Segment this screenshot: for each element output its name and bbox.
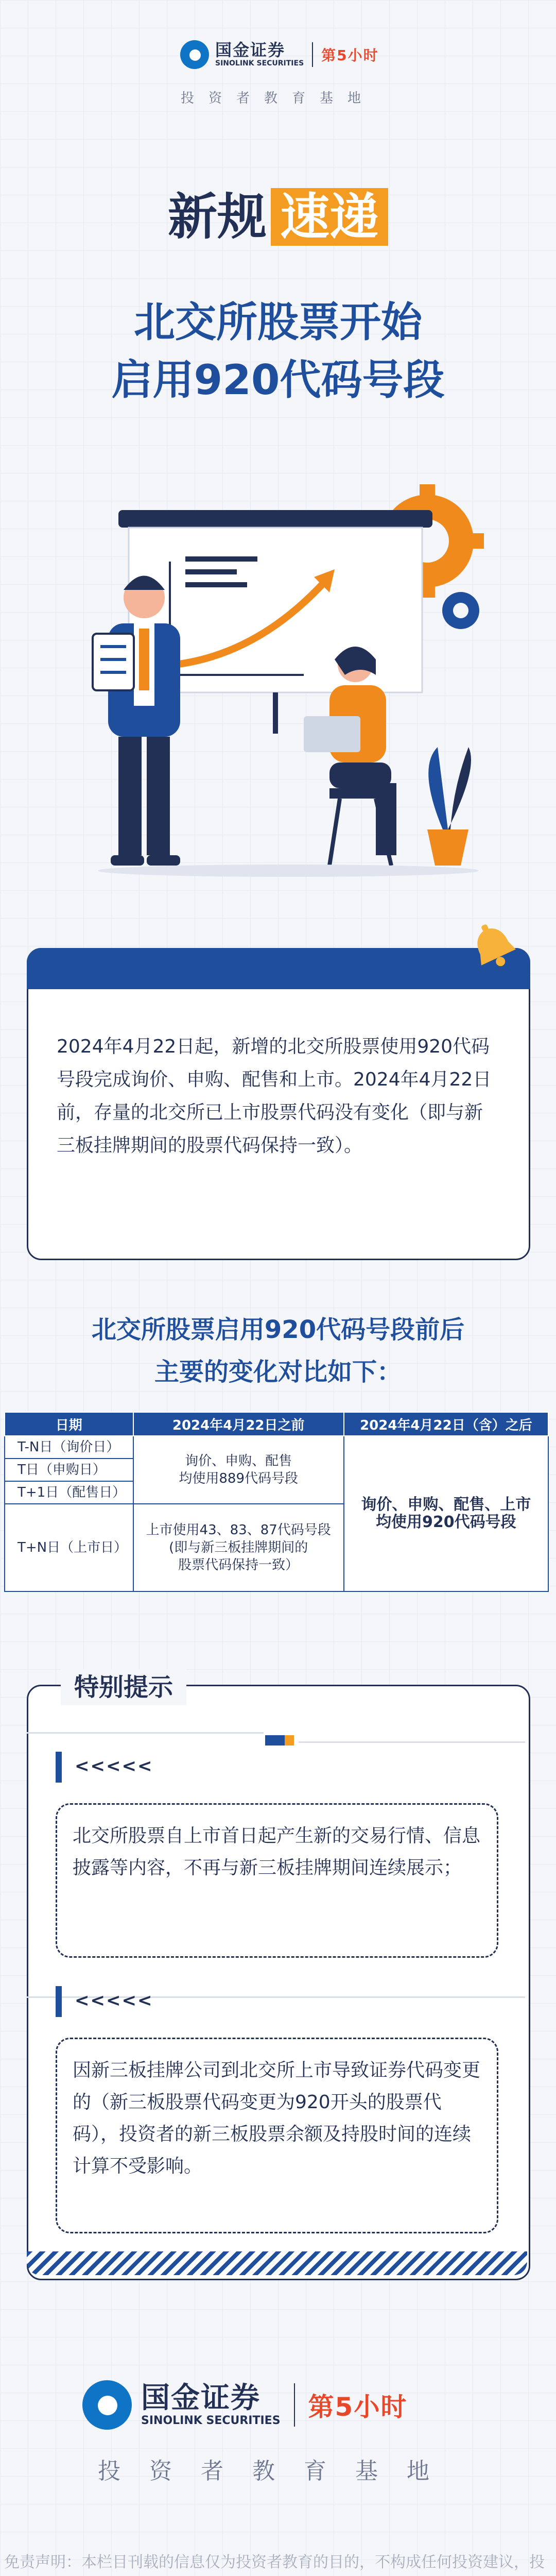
row-label: T+N日（上市日） [5, 1504, 133, 1591]
footer-brand-name: 国金证券 [141, 2381, 260, 2415]
footer-tagline: 投资者教育基地 [98, 2458, 458, 2484]
comparison-table [4, 1412, 549, 1592]
row-label: T+1日（配售日） [5, 1481, 133, 1504]
title-line1: 北交所股票开始 [134, 298, 422, 346]
cell-line: 询价、申购、配售、上市 [361, 1496, 531, 1514]
table-header: 2024年4月22日之前 [133, 1412, 344, 1436]
tagline: 投资者教育基地 [180, 91, 375, 106]
tips-decor-mark [265, 1735, 285, 1745]
cell-line: (即与新三板挂牌期间的 [169, 1540, 308, 1555]
tip-arrows: <<<<< [75, 1990, 153, 2011]
divider [299, 1741, 525, 1743]
plant-icon [427, 747, 471, 866]
cell-line: 上市使用43、83、87代码号段 [146, 1522, 331, 1538]
brand-name: 国金证券 [215, 40, 286, 60]
brand-divider [294, 2383, 295, 2427]
sub-brand: 第5小时 [321, 47, 379, 64]
footer-brand-name-en: SINOLINK SECURITIES [141, 2414, 281, 2427]
cell-line: 股票代码保持一致） [178, 1557, 299, 1573]
header [0, 31, 556, 108]
tip-box-2 [56, 2038, 498, 2233]
comparison-title [0, 1309, 556, 1393]
footer-sub-brand: 第5小时 [308, 2392, 408, 2422]
logo-icon [180, 40, 209, 69]
banner-part2: 速递 [271, 188, 388, 246]
tip-1-text: 北交所股票自上市首日起产生新的交易行情、信息披露等内容，不再与新三板挂牌期间连续展示； [73, 1825, 481, 1878]
news-banner [0, 178, 556, 248]
brand-name-en: SINOLINK SECURITIES [215, 59, 304, 67]
divider [27, 1732, 264, 1734]
cell-line: 均使用889代码号段 [179, 1471, 298, 1486]
disclaimer: 免责声明：本栏目刊载的信息仅为投资者教育的目的，不构成任何投资建议，投 [4, 2553, 545, 2571]
cell-line: 均使用920代码号段 [376, 1513, 516, 1531]
intro-text: 2024年4月22日起，新增的北交所股票使用920代码号段完成询价、申购、配售和上市。2024年4月22日前，存量的北交所已上市股票代码没有变化（即与新三板挂牌期间的股票代码保持一致）。 [57, 1036, 492, 1156]
row-label: T-N日（询价日） [5, 1436, 133, 1459]
tip-marker [56, 1752, 62, 1783]
banner-part1: 新规 [168, 188, 267, 246]
page-title [0, 294, 556, 409]
comparison-title-line2: 主要的变化对比如下： [154, 1358, 402, 1386]
tip-box-1 [56, 1803, 498, 1958]
gear-icon [442, 592, 479, 629]
title-line2: 启用920代码号段 [111, 356, 445, 404]
tips-decor-mark [285, 1735, 294, 1745]
table-header-row [5, 1412, 548, 1436]
table-row [5, 1436, 548, 1459]
logo-icon [82, 2380, 132, 2430]
after-cell [344, 1436, 548, 1591]
brand-divider [312, 42, 313, 67]
footer-brand [82, 2380, 407, 2430]
table-header: 日期 [5, 1412, 133, 1436]
presentation-illustration [88, 459, 489, 881]
tip-arrows: <<<<< [75, 1756, 153, 1776]
comparison-title-line1: 北交所股票启用920代码号段前后 [91, 1315, 465, 1344]
brand-logo [180, 40, 379, 69]
bell-icon [466, 920, 523, 976]
before-cell [133, 1436, 344, 1504]
tips-title: 特别提示 [61, 1669, 186, 1705]
tip-2-text: 因新三板挂牌公司到北交所上市导致证券代码变更的（新三板股票代码变更为920开头的股票代码），投资者的新三板股票余额及持股时间的连续计算不受影响。 [73, 2060, 481, 2177]
cell-line: 询价、申购、配售 [185, 1453, 292, 1469]
intro-card-header [27, 948, 530, 989]
tips-card-stripe [27, 2251, 527, 2275]
tip-marker [56, 1986, 62, 2017]
before-cell [133, 1504, 344, 1591]
row-label: T日（申购日） [5, 1459, 133, 1481]
table-header: 2024年4月22日（含）之后 [344, 1412, 548, 1436]
